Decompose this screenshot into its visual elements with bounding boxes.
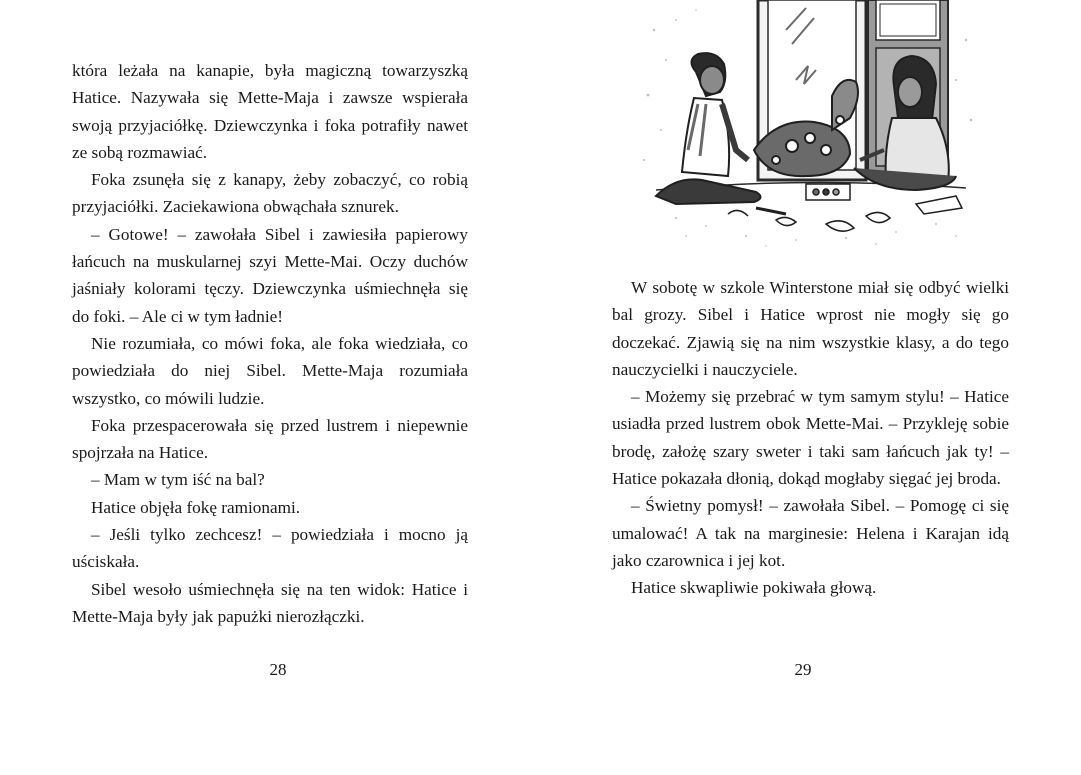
left-page-text <box>72 57 468 630</box>
paragraph: Foka zsunęła się z kanapy, żeby zobaczyć, co robią przyjaciółki. Zaciekawiona obwąchała sznurek. <box>72 170 468 217</box>
page-number: 29 <box>794 660 812 679</box>
paragraph: Sibel wesoło uśmiechnęła się na ten widok: Hatice i Mette-Maja były jak papużki nierozłączki. <box>72 579 468 626</box>
left-page <box>0 0 540 775</box>
paragraph: Foka przespacerowała się przed lustrem i niepewnie spojrzała na Hatice. <box>72 415 468 463</box>
illustration-girls-with-seal <box>636 0 981 252</box>
floor-texture <box>675 217 957 247</box>
craft-supplies <box>728 184 962 231</box>
paragraph: która leżała na kanapie, była magiczną towarzyszką Hatice. Nazywała się Mette-Maja i zawsze wspierała swoją przyjaciółkę. Dziewczynka i foka potrafiły nawet ze sobą rozmawiać. <box>72 61 468 162</box>
paragraph: – Jeśli tylko zechcesz! – powiedziała i mocno ją uściskała. <box>72 525 468 572</box>
paragraph: – Mam w tym iść na bal? <box>91 470 265 490</box>
paragraph: – Świetny pomysł! – zawołała Sibel. – Pomogę ci się umalować! A tak na marginesie: Helena i Karajan idą jako czarownica i jej kot. <box>612 496 1009 570</box>
paragraph: – Gotowe! – zawołała Sibel i zawiesiła papierowy łańcuch na muskularnej szyi Mette-Mai. Oczy duchów jaśniały kolorami tęczy. Dziewczynka uśmiechnęła się do foki. – Ale ci w tym ładnie! <box>72 224 468 326</box>
right-page <box>540 0 1081 775</box>
paragraph: Hatice objęła fokę ramionami. <box>91 497 301 517</box>
paragraph: – Możemy się przebrać w tym samym stylu! – Hatice usiadła przed lustrem obok Mette-Mai. – Przykleję sobie brodę, założę szary sweter i taki sam łańcuch jak ty! – Hatice pokazała dłonią, dokąd mogłaby sięgać jej broda. <box>612 387 1009 489</box>
paragraph: Hatice skwapliwie pokiwała głową. <box>631 578 877 598</box>
girl-left <box>656 53 761 204</box>
right-page-text <box>612 274 1009 602</box>
page-number: 28 <box>269 660 287 679</box>
paragraph: W sobotę w szkole Winterstone miał się odbyć wielki bal grozy. Sibel i Hatice wprost nie mogły się go doczekać. Zjawią się na nim wszystkie klasy, a do tego nauczycielki i nauczyciele. <box>612 278 1009 379</box>
paragraph: Nie rozumiała, co mówi foka, ale foka wiedziała, co powiedziała do niej Sibel. Mette-Maja rozumiała wszystko, co mówili ludzie. <box>72 333 468 408</box>
